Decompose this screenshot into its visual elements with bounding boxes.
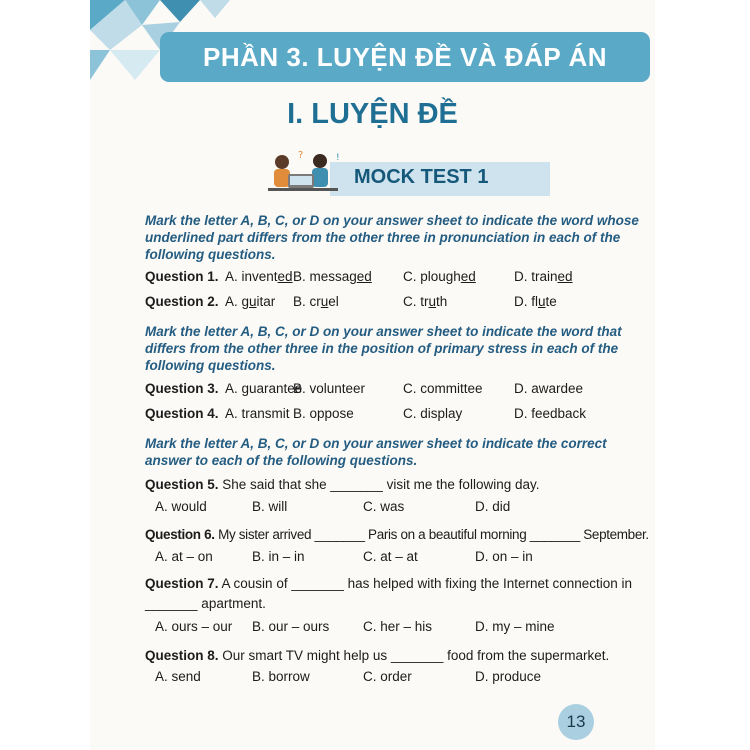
question-4-row [145,406,650,426]
instruction-stress: Mark the letter A, B, C, or D on your answer sheet to indicate the word that differs from the other three in the position of primary stress in each of the following questions. [145,324,622,373]
question-7-text [145,574,650,614]
question-label: Question 1. [145,269,219,284]
instruction-pronunciation: Mark the letter A, B, C, or D on your answer sheet to indicate the word whose underlined part differs from the other three in pronunciation in each of the following questions. [145,213,639,262]
option-c[interactable]: C. display [403,406,463,421]
question-5-options [155,499,650,519]
option-d[interactable]: D. did [475,499,511,514]
mock-test-band [330,162,550,196]
option-c[interactable]: C. truth [403,294,448,309]
question-stem: Our smart TV might help us _______ food from the supermarket. [222,648,610,663]
option-d[interactable]: D. on – in [475,549,533,564]
question-stem: A cousin of _______ has helped with fixing the Internet connection in _______ apartment. [145,576,633,611]
question-8-options [155,669,650,689]
option-d[interactable]: D. awardee [514,381,584,396]
option-c[interactable]: C. at – at [363,549,418,564]
option-b[interactable]: B. oppose [293,406,354,421]
option-a[interactable]: A. transmit [225,406,290,421]
option-b[interactable]: B. our – ours [252,619,330,634]
option-b[interactable]: B. volunteer [293,381,366,396]
svg-text:?: ? [298,150,304,161]
svg-text:!: ! [336,153,340,163]
option-d[interactable]: D. produce [475,669,542,684]
question-3-row [145,381,650,401]
option-c[interactable]: C. her – his [363,619,433,634]
part-header-banner [160,32,650,82]
question-6-options [155,549,650,569]
option-c[interactable]: C. ploughed [403,269,476,284]
option-b[interactable]: B. messaged [293,269,372,284]
option-a[interactable]: A. would [155,499,207,514]
question-1-row [145,269,650,289]
page-number-badge [558,704,594,740]
option-b[interactable]: B. in – in [252,549,305,564]
question-label: Question 5. [145,477,219,492]
option-a[interactable]: A. send [155,669,201,684]
option-d[interactable]: D. trained [514,269,573,284]
option-b[interactable]: B. borrow [252,669,310,684]
question-label: Question 4. [145,406,219,421]
question-label: Question 8. [145,648,219,663]
option-b[interactable]: B. cruel [293,294,339,309]
option-d[interactable]: D. my – mine [475,619,555,634]
question-2-row [145,294,650,314]
option-d[interactable]: D. flute [514,294,557,309]
option-b[interactable]: B. will [252,499,288,514]
question-7-options [155,619,650,639]
option-a[interactable]: A. ours – our [155,619,233,634]
option-a[interactable]: A. guarantee [225,381,303,396]
question-6-text [145,525,650,545]
option-c[interactable]: C. was [363,499,405,514]
option-a[interactable]: A. guitar [225,294,276,309]
question-8-text [145,646,650,666]
option-a[interactable]: A. invented [225,269,293,284]
part-header-title: PHẦN 3. LUYỆN ĐỀ VÀ ĐÁP ÁN [202,41,608,72]
mock-test-label: MOCK TEST 1 [354,166,489,188]
option-c[interactable]: C. committee [403,381,483,396]
question-label: Question 2. [145,294,219,309]
page-number: 13 [566,712,586,731]
option-c[interactable]: C. order [363,669,412,684]
question-label: Question 3. [145,381,219,396]
section-title: I. LUYỆN ĐỀ [287,98,458,130]
question-label: Question 7. [145,576,219,591]
question-5-text [145,475,650,495]
question-stem: My sister arrived _______ Paris on a beautiful morning _______ September. [218,527,649,542]
option-a[interactable]: A. at – on [155,549,213,564]
instruction-correct-answer: Mark the letter A, B, C, or D on your answer sheet to indicate the correct answer to each of the following questions. [145,436,607,468]
option-d[interactable]: D. feedback [514,406,587,421]
page [90,0,655,750]
question-stem: She said that she _______ visit me the following day. [222,477,540,492]
question-label: Question 6. [145,527,215,542]
students-illustration-icon [260,148,350,196]
